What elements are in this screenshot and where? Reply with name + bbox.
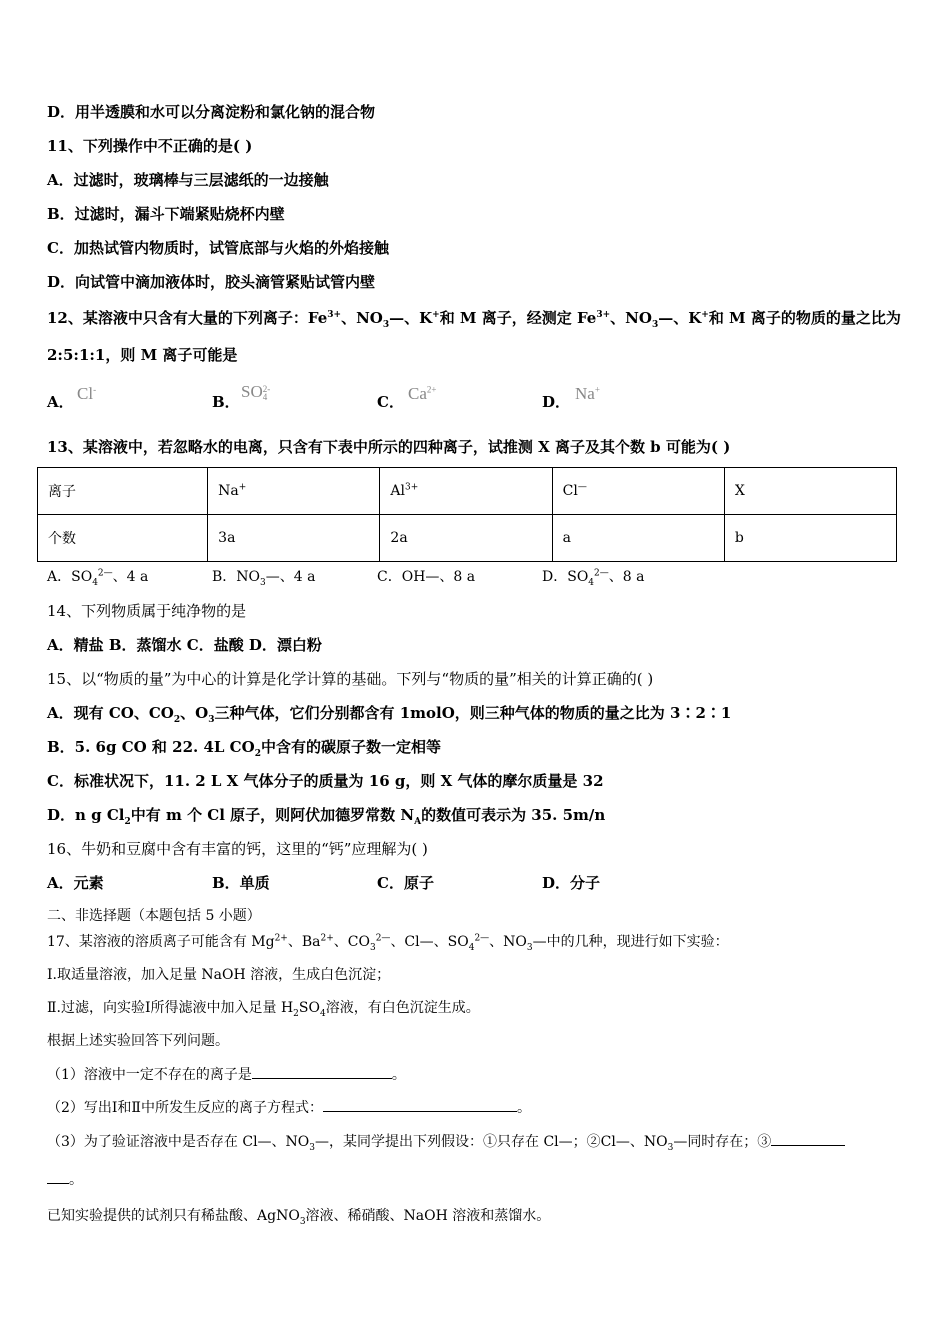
q12-a-ion: Cl xyxy=(77,384,94,403)
q17-reagents-text: 已知实验提供的试剂只有稀盐酸、AgNO xyxy=(47,1208,300,1224)
q17-sub-question-3 xyxy=(47,1132,845,1152)
q17-reagents-sub: 3 xyxy=(299,1216,306,1227)
q17-sub-question-3-cont xyxy=(47,1170,83,1190)
q17-text: 、NO xyxy=(489,934,527,950)
q15-d-text: 的数值可表示为 35. 5m/n xyxy=(421,806,606,824)
q13-d-sub: 4 xyxy=(588,577,595,588)
ion-table xyxy=(37,467,897,562)
q12-no3-sub: 3 xyxy=(651,320,659,330)
q17-sub: 3 xyxy=(369,942,376,953)
table-cell xyxy=(552,468,724,515)
q15-a-text: A．现有 CO、CO xyxy=(47,704,174,722)
answer-blank[interactable] xyxy=(323,1111,517,1112)
q11-option-a: A．过滤时，玻璃棒与三层滤纸的一边接触 xyxy=(47,171,329,189)
table-row xyxy=(38,515,897,562)
q17-stem xyxy=(47,932,729,952)
q12-a-charge: - xyxy=(93,384,97,395)
q12-k-charge: + xyxy=(432,310,440,320)
q13-stem xyxy=(47,437,730,457)
q17-sub1-text: （1）溶液中一定不存在的离子是 xyxy=(47,1067,252,1083)
q12-b-charge: 2- xyxy=(262,384,271,395)
q11-stem xyxy=(47,136,252,156)
q11-stem-text: 11、下列操作中不正确的是( ) xyxy=(47,137,253,155)
q17-exp2-sub: 2 xyxy=(293,1008,299,1019)
table-cell: 离子 xyxy=(38,468,208,515)
q12-stem-line2: 2:5:1:1，则 M 离子可能是 xyxy=(47,346,238,364)
table-cell: 个数 xyxy=(38,515,208,562)
q12-option-d-ion xyxy=(575,384,600,404)
q17-sub3-text: （3）为了验证溶液中是否存在 Cl—、NO xyxy=(47,1134,310,1150)
q17-sub3-end: 。 xyxy=(69,1172,83,1188)
q13-d-text: D．SO xyxy=(542,569,589,585)
q17-sub3-sub: 3 xyxy=(309,1142,316,1153)
table-cell xyxy=(208,468,380,515)
q12-option-c-ion xyxy=(408,384,436,404)
q12-c-ion: Ca xyxy=(408,384,427,403)
q15-b-text: 中含有的碳原子数一定相等 xyxy=(260,738,441,756)
q17-text: 17、某溶液的溶质离子可能含有 Mg xyxy=(47,934,275,950)
answer-blank[interactable] xyxy=(771,1145,845,1146)
q17-experiment-2 xyxy=(47,998,480,1018)
q17-intro: 根据上述实验回答下列问题。 xyxy=(47,1033,229,1049)
q12-option-d-label: D． xyxy=(542,393,571,411)
q12-d-charge: + xyxy=(594,384,600,395)
q17-sub2-end: 。 xyxy=(516,1100,531,1116)
q17-sub3-text: —，某同学提出下列假设：①只存在 Cl—；②Cl—、NO xyxy=(315,1134,668,1150)
cell-text: Cl xyxy=(562,483,578,499)
q13-b-sub: 3 xyxy=(260,577,266,588)
q11-option-c: C．加热试管内物质时，试管底部与火焰的外焰接触 xyxy=(47,239,389,257)
q15-a-sub: 3 xyxy=(208,715,215,725)
q15-option-a xyxy=(47,703,731,723)
q12-text: 、NO xyxy=(610,309,652,327)
table-row xyxy=(38,468,897,515)
q12-option-b-ion xyxy=(241,382,270,402)
q12-text: 、NO xyxy=(341,309,383,327)
q16-option-c: C．原子 xyxy=(377,874,434,892)
q15-b-sub: 2 xyxy=(254,749,261,759)
q15-a-sub: 2 xyxy=(173,715,181,725)
q11-option-d: D．向试管中滴加液体时，胶头滴管紧贴试管内壁 xyxy=(47,273,376,291)
q12-text: —、K xyxy=(389,309,433,327)
q17-sub3-text: —同时存在；③ xyxy=(673,1134,772,1150)
q13-a-sup: 2— xyxy=(97,568,113,579)
table-cell xyxy=(380,468,552,515)
q13-option-c: C．OH—、8 a xyxy=(377,569,476,585)
q17-sup: 2— xyxy=(474,933,490,944)
q12-option-c-label: C． xyxy=(377,393,404,411)
q15-option-d xyxy=(47,805,605,825)
cell-sup: — xyxy=(577,482,587,493)
q12-text: —、K xyxy=(658,309,702,327)
q17-exp2-text: SO xyxy=(298,1000,320,1016)
answer-blank[interactable] xyxy=(252,1078,392,1079)
q15-stem: 15、以“物质的量”为中心的计算是化学计算的基础。下列与“物质的量”相关的计算正确的( ) xyxy=(47,670,654,688)
q15-option-c: C．标准状况下，11. 2 L X 气体分子的质量为 16 g，则 X 气体的摩尔质量是 32 xyxy=(47,772,604,790)
q17-reagents-text: 溶液、稀硝酸、NaOH 溶液和蒸馏水。 xyxy=(305,1208,551,1224)
q10-option-d: D．用半透膜和水可以分离淀粉和氯化钠的混合物 xyxy=(47,103,376,121)
q17-sup: 2— xyxy=(375,933,391,944)
q12-fe-charge: 3+ xyxy=(327,310,342,320)
q17-exp2-sub: 4 xyxy=(319,1008,326,1019)
q11-option-b: B．过滤时，漏斗下端紧贴烧杯内壁 xyxy=(47,205,285,223)
q14-options: A．精盐 B．蒸馏水 C．盐酸 D．漂白粉 xyxy=(47,636,322,654)
q12-text: 12、某溶液中只含有大量的下列离子：Fe xyxy=(47,309,328,327)
q17-text: 、Ba xyxy=(287,934,321,950)
q17-experiment-1: Ⅰ.取适量溶液，加入足量 NaOH 溶液，生成白色沉淀； xyxy=(47,967,391,983)
q17-exp2-text: 溶液，有白色沉淀生成。 xyxy=(325,1000,480,1016)
q15-b-text: B．5. 6g CO 和 22. 4L CO xyxy=(47,738,255,756)
q15-d-sub: 2 xyxy=(124,817,131,827)
q15-a-text: 三种气体，它们分别都含有 1molO，则三种气体的物质的量之比为 3∶2∶1 xyxy=(214,704,732,722)
q12-fe-charge: 3+ xyxy=(596,310,611,320)
q17-sub: 3 xyxy=(526,942,533,953)
q12-option-a-label: A． xyxy=(47,393,74,411)
q16-option-d: D．分子 xyxy=(542,874,601,892)
q17-sup: 2+ xyxy=(274,933,288,944)
q12-no3-sub: 3 xyxy=(382,320,390,330)
q17-sub1-end: 。 xyxy=(391,1067,406,1083)
q17-reagents xyxy=(47,1206,550,1226)
q12-c-charge: 2+ xyxy=(426,384,437,395)
q13-b-text: —、4 a xyxy=(265,569,316,585)
q12-text: 和 M 离子的物质的量之比为 xyxy=(708,309,901,327)
q15-d-text: 中有 m 个 Cl 原子，则阿伏加德罗常数 N xyxy=(130,806,415,824)
q13-option-a xyxy=(47,567,148,587)
q17-sub-question-2 xyxy=(47,1098,531,1118)
q17-text: —中的几种，现进行如下实验： xyxy=(532,934,729,950)
q15-d-text: D．n g Cl xyxy=(47,806,125,824)
table-cell: b xyxy=(724,515,896,562)
q13-d-text: 、8 a xyxy=(608,569,645,585)
table-cell: 2a xyxy=(380,515,552,562)
q17-sub-question-1 xyxy=(47,1065,406,1085)
q13-b-text: B．NO xyxy=(212,569,261,585)
q16-stem: 16、牛奶和豆腐中含有丰富的钙，这里的“钙”应理解为( ) xyxy=(47,840,428,858)
q12-b-subsup xyxy=(263,385,271,401)
q13-a-text: A．SO xyxy=(47,569,93,585)
q13-d-sup: 2— xyxy=(594,568,609,579)
q16-option-b: B．单质 xyxy=(212,874,270,892)
q17-sub3-sub: 3 xyxy=(667,1142,674,1153)
q12-k-charge: + xyxy=(701,310,709,320)
q12-b-sub: 4 xyxy=(262,392,268,403)
section-title: 二、非选择题（本题包括 5 小题） xyxy=(47,908,261,924)
q12-text: 和 M 离子，经测定 Fe xyxy=(439,309,597,327)
q13-a-sub: 4 xyxy=(92,577,98,588)
q12-d-ion: Na xyxy=(575,384,595,403)
cell-text: Al xyxy=(390,483,406,499)
q15-d-sub: A xyxy=(414,817,422,827)
q17-sub: 4 xyxy=(468,942,475,953)
cell-sup: 3+ xyxy=(405,482,419,493)
answer-blank[interactable] xyxy=(47,1183,69,1184)
q15-option-b xyxy=(47,737,441,757)
q13-a-text: 、4 a xyxy=(112,569,149,585)
q12-b-ion: SO xyxy=(241,382,263,401)
q12-stem-line1 xyxy=(47,308,901,328)
q13-stem-text: 13、某溶液中，若忽略水的电离，只含有下表中所示的四种离子，试推测 X 离子及其个数 b 可能为( ) xyxy=(47,438,731,456)
q12-option-b-label: B． xyxy=(212,393,240,411)
cell-sup: + xyxy=(238,482,247,493)
q17-sup: 2+ xyxy=(320,933,334,944)
q12-option-a-ion xyxy=(77,384,96,404)
table-cell: a xyxy=(552,515,724,562)
q15-a-text: 、O xyxy=(180,704,209,722)
q17-exp2-text: Ⅱ.过滤，向实验Ⅰ所得滤液中加入足量 H xyxy=(47,1000,294,1016)
q17-text: 、CO xyxy=(333,934,370,950)
q17-sub2-text: （2）写出Ⅰ和Ⅱ中所发生反应的离子方程式： xyxy=(47,1100,323,1116)
q13-option-d xyxy=(542,567,644,587)
table-cell: X xyxy=(724,468,896,515)
table-cell: 3a xyxy=(208,515,380,562)
q14-stem: 14、下列物质属于纯净物的是 xyxy=(47,602,247,620)
q17-text: 、Cl—、SO xyxy=(390,934,469,950)
q16-option-a: A．元素 xyxy=(47,874,104,892)
q13-option-b xyxy=(212,567,315,587)
cell-text: Na xyxy=(218,483,239,499)
